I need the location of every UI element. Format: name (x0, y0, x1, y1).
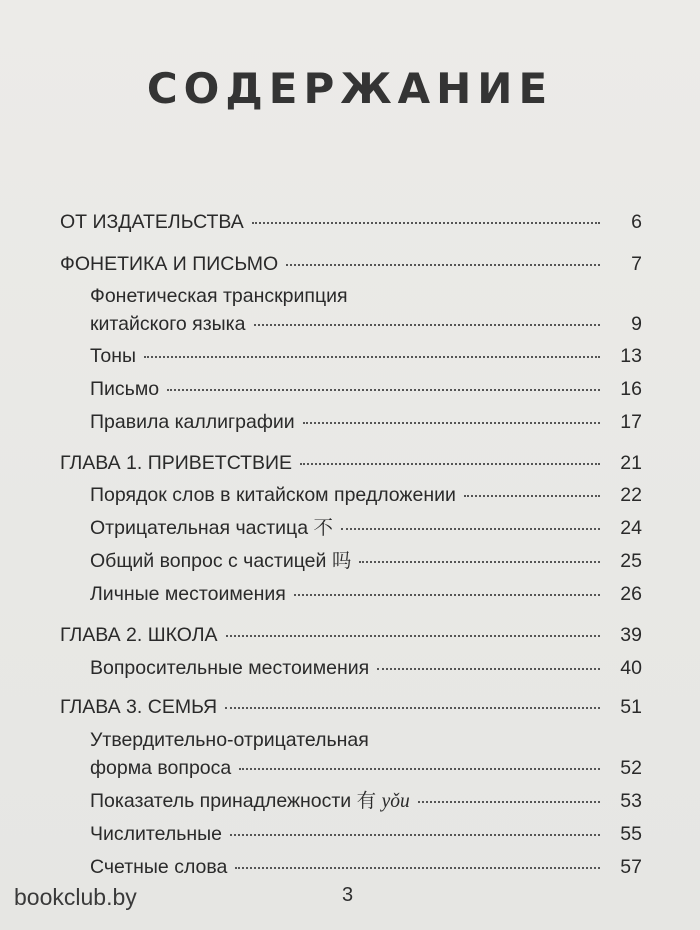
toc-entry-writing[interactable] (90, 374, 642, 404)
toc-entry-tones[interactable] (90, 341, 642, 371)
toc-entry-negative-particle[interactable] (90, 513, 642, 543)
dot-leader (286, 264, 600, 266)
dot-leader (418, 801, 600, 803)
toc-entry-label: ФОНЕТИКА И ПИСЬМО (60, 253, 279, 275)
toc-entry-page: 57 (620, 856, 642, 878)
dot-leader (235, 867, 600, 869)
label-text: Показатель принадлежности (90, 790, 352, 812)
toc-entry-numerals[interactable] (90, 819, 642, 849)
toc-entry-general-question[interactable] (90, 546, 642, 576)
toc-entry-page: 53 (620, 790, 642, 812)
toc-entry-page: 26 (620, 583, 642, 605)
toc-entry-page: 7 (631, 253, 642, 275)
dot-leader (239, 768, 600, 770)
dot-leader (359, 561, 600, 563)
chinese-character: 不 (313, 516, 333, 539)
toc-entry-possession[interactable] (90, 786, 642, 816)
toc-entry-label (90, 513, 333, 543)
toc-entry-page: 25 (620, 550, 642, 572)
toc-entry-page: 55 (620, 823, 642, 845)
toc-entry-publisher[interactable] (60, 207, 642, 237)
dot-leader (464, 495, 600, 497)
toc-entry-page: 6 (631, 211, 642, 233)
toc-entry-page: 24 (620, 517, 642, 539)
toc-entry-interrogative-pronouns[interactable] (90, 653, 642, 683)
toc-entry-label: Письмо (90, 378, 160, 400)
toc-entry-label-line1: Фонетическая транскрипция (90, 285, 348, 307)
toc-entry-chapter1[interactable] (60, 448, 642, 478)
toc-entry-transcription[interactable] (90, 309, 642, 339)
pinyin-text: yǒu (381, 791, 410, 812)
toc-entry-page: 21 (620, 452, 642, 474)
dot-leader (254, 324, 601, 326)
chinese-character: 有 (356, 789, 377, 812)
label-text: Общий вопрос с частицей (90, 550, 327, 572)
toc-entry-label: Вопросительные местоимения (90, 657, 370, 679)
page-title: СОДЕРЖАНИЕ (146, 64, 554, 113)
toc-entry-label: Порядок слов в китайском предложении (90, 484, 456, 506)
dot-leader (303, 422, 600, 424)
toc-entry-calligraphy[interactable] (90, 407, 642, 437)
toc-entry-page: 40 (620, 657, 642, 679)
dot-leader (252, 222, 600, 224)
toc-entry-label: китайского языка (90, 313, 246, 335)
toc-entry-label: Личные местоимения (90, 583, 286, 605)
toc-entry-label: ГЛАВА 3. СЕМЬЯ (60, 696, 218, 718)
toc-entry-phonetics[interactable] (60, 249, 642, 279)
toc-entry-label: ОТ ИЗДАТЕЛЬСТВА (60, 211, 244, 233)
toc-entry-page: 16 (620, 378, 642, 400)
toc-entry-label: Тоны (90, 345, 137, 367)
dot-leader (225, 707, 600, 709)
watermark: bookclub.by (14, 884, 137, 910)
toc-entry-personal-pronouns[interactable] (90, 579, 642, 609)
toc-entry-page: 52 (620, 757, 642, 779)
dot-leader (377, 668, 600, 670)
toc-entry-page: 51 (620, 696, 642, 718)
dot-leader (341, 528, 600, 530)
toc-entry-label (90, 786, 410, 817)
toc-entry-page: 39 (620, 624, 642, 646)
toc-entry-page: 9 (631, 313, 642, 335)
dot-leader (167, 389, 600, 391)
toc-entry-chapter3[interactable] (60, 692, 642, 722)
dot-leader (294, 594, 600, 596)
toc-entry-label-line1: Утвердительно-отрицательная (90, 729, 369, 751)
dot-leader (230, 834, 600, 836)
toc-entry-label: ГЛАВА 1. ПРИВЕТСТВИЕ (60, 452, 293, 474)
toc-entry-page: 22 (620, 484, 642, 506)
toc-entry-counters[interactable] (90, 852, 642, 882)
toc-entry-label: Счетные слова (90, 856, 228, 878)
dot-leader (144, 356, 600, 358)
page-number: 3 (342, 884, 354, 906)
toc-entry-label: ГЛАВА 2. ШКОЛА (60, 624, 218, 646)
toc-entry-label (90, 546, 351, 576)
toc-entry-label: Правила каллиграфии (90, 411, 295, 433)
toc-entry-question-form[interactable] (90, 753, 642, 783)
toc-entry-word-order[interactable] (90, 480, 642, 510)
dot-leader (226, 635, 601, 637)
toc-entry-chapter2[interactable] (60, 620, 642, 650)
toc-entry-page: 13 (620, 345, 642, 367)
toc-entry-label: Числительные (90, 823, 222, 845)
toc-entry-page: 17 (620, 411, 642, 433)
label-text: Отрицательная частица (90, 517, 309, 539)
toc-entry-label: форма вопроса (90, 757, 232, 779)
dot-leader (300, 463, 600, 465)
chinese-character: 吗 (331, 549, 352, 572)
